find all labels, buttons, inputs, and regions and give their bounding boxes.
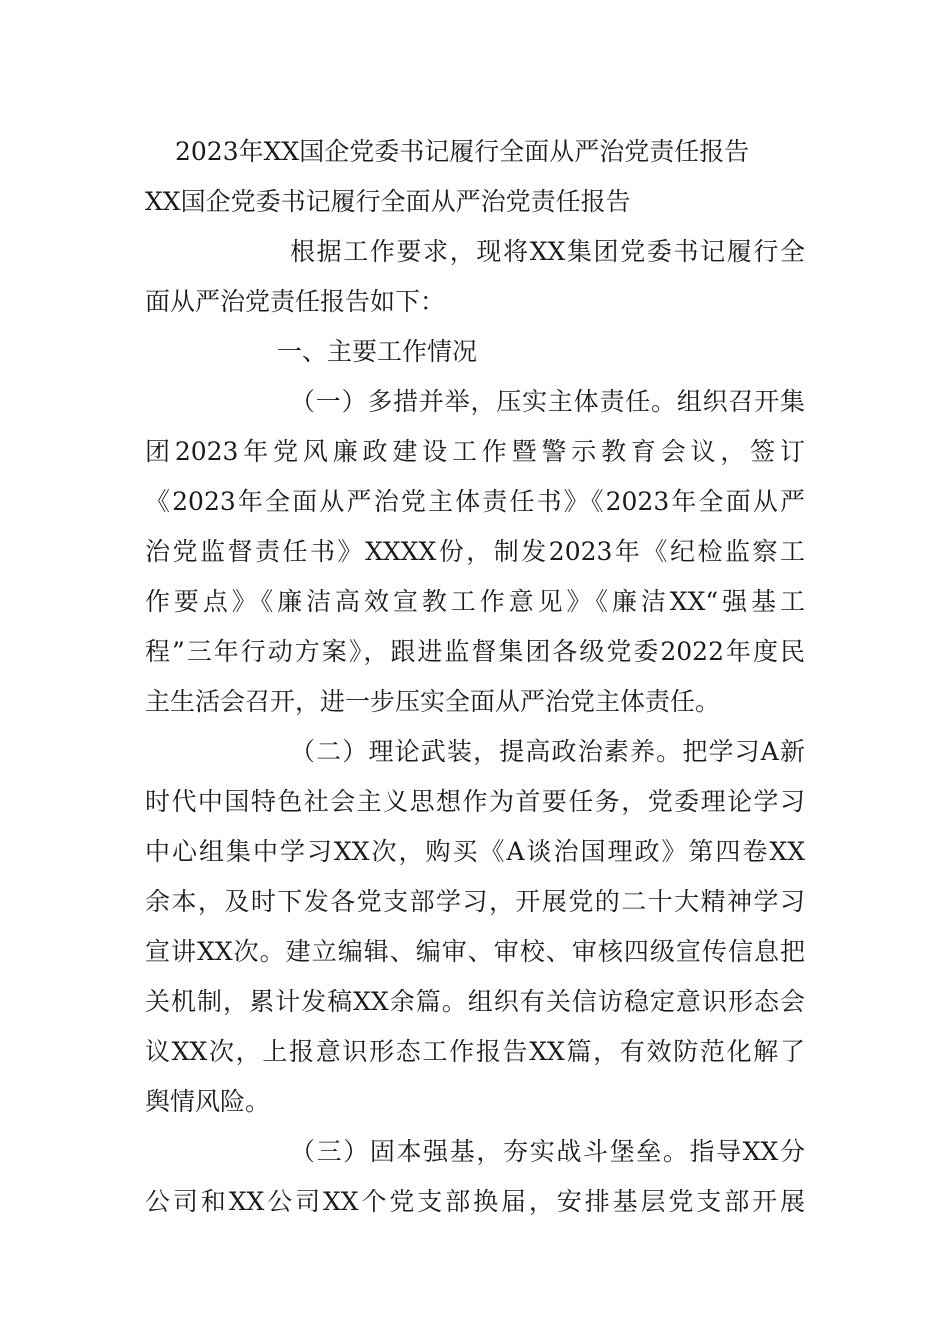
paragraph-line: 治党监督责任书》XXXX份，制发2023年《纪检监察工 — [145, 537, 805, 566]
document-title: 2023年XX国企党委书记履行全面从严治党责任报告 — [175, 137, 750, 166]
paragraph-line: （三）固本强基，夯实战斗堡垒。指导XX分 — [290, 1137, 805, 1166]
paragraph-line: 中心组集中学习XX次，购买《A谈治国理政》第四卷XX — [145, 837, 805, 866]
paragraph-line: 舆情风险。 — [145, 1087, 271, 1116]
paragraph-line: 议XX次，上报意识形态工作报告XX篇，有效防范化解了 — [145, 1037, 805, 1066]
intro-line: 根据工作要求，现将XX集团党委书记履行全 — [290, 237, 805, 266]
section-heading: 一、主要工作情况 — [277, 337, 478, 366]
paragraph-line: 公司和XX公司XX个党支部换届，安排基层党支部开展 — [145, 1187, 805, 1216]
paragraph-line: （二）理论武装，提高政治素养。把学习A新 — [290, 737, 805, 766]
paragraph-line: 主生活会召开，进一步压实全面从严治党主体责任。 — [145, 687, 721, 716]
paragraph-line: 作要点》《廉洁高效宣教工作意见》《廉洁XX“强基工 — [145, 587, 805, 616]
paragraph-line: （一）多措并举，压实主体责任。组织召开集 — [290, 387, 805, 416]
paragraph-line: 关机制，累计发稿XX余篇。组织有关信访稳定意识形态会 — [145, 987, 805, 1016]
paragraph-line: 程”三年行动方案》，跟进监督集团各级党委2022年度民 — [145, 637, 805, 666]
paragraph-line: 余本，及时下发各党支部学习，开展党的二十大精神学习 — [145, 887, 805, 916]
paragraph-line: 《2023年全面从严治党主体责任书》《2023年全面从严 — [145, 487, 805, 516]
paragraph-line: 团2023年党风廉政建设工作暨警示教育会议，签订 — [145, 437, 805, 466]
paragraph-line: 时代中国特色社会主义思想作为首要任务，党委理论学习 — [145, 787, 805, 816]
intro-line: 面从严治党责任报告如下： — [145, 287, 446, 316]
paragraph-line: 宣讲XX次。建立编辑、编审、审校、审核四级宣传信息把 — [145, 937, 805, 966]
document-subtitle: XX国企党委书记履行全面从严治党责任报告 — [145, 187, 631, 216]
